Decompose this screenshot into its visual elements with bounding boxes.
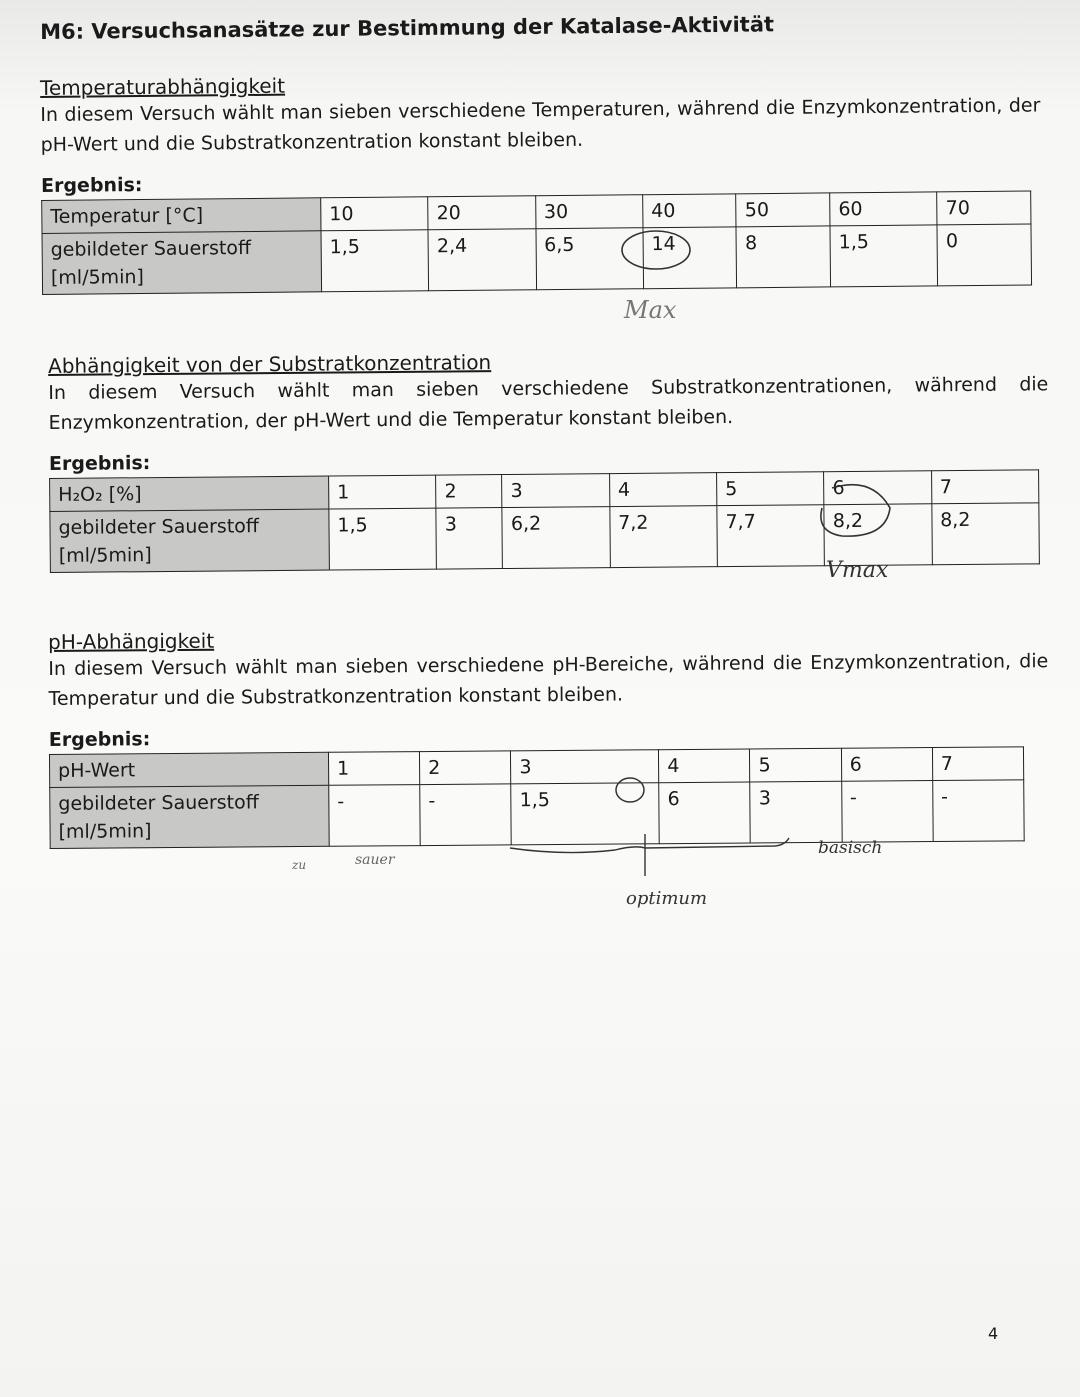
table-cell: 14	[643, 227, 737, 289]
table-cell: 1,5	[329, 508, 437, 570]
handwritten-circle-vmax	[812, 478, 896, 546]
section-temperature	[40, 66, 1042, 295]
handwritten-curve	[505, 830, 805, 880]
table-cell: 0	[937, 224, 1031, 286]
table-cell: 8,2	[824, 504, 932, 566]
result-label: Ergebnis:	[48, 728, 151, 751]
table-row	[42, 224, 1032, 294]
table-cell: 6	[824, 471, 932, 505]
table-cell: 70	[937, 191, 1031, 225]
row-label: gebildeter Sauerstoff [ml/5min]	[42, 231, 322, 295]
table-cell: 1,5	[321, 230, 429, 292]
table-cell: 2,4	[428, 229, 536, 291]
table-cell: 1	[329, 475, 437, 509]
table-cell: 4	[659, 749, 750, 783]
table-cell: 60	[830, 192, 938, 226]
table-cell: 6	[841, 748, 932, 782]
handwritten-note-optimum: optimum	[626, 888, 708, 909]
table-cell: -	[841, 781, 933, 843]
handwritten-note-basisch: basisch	[818, 838, 883, 858]
row-label: Temperatur [°C]	[42, 198, 321, 234]
table-cell: 1	[328, 752, 419, 786]
table-cell: 8,2	[932, 503, 1040, 565]
section-heading: Temperaturabhängigkeit	[40, 73, 286, 100]
table-cell: 3	[436, 508, 503, 570]
table-cell: 3	[511, 750, 659, 784]
table-cell: 2	[436, 475, 502, 509]
table-cell: 6,5	[536, 228, 644, 290]
table-cell: 7	[931, 470, 1039, 504]
handwritten-note-sauer: sauer	[355, 852, 395, 868]
page-title: M6: Versuchsanasätze zur Bestimmung der Katalase-Aktivität	[40, 12, 775, 44]
section-substrate	[48, 345, 1050, 573]
table-cell: 5	[717, 472, 825, 506]
handwritten-note-zu: zu	[292, 858, 307, 872]
table-cell: 10	[321, 197, 429, 231]
row-label: pH-Wert	[49, 752, 328, 787]
table-cell: 1,5	[511, 783, 659, 845]
section-text: In diesem Versuch wählt man sieben verschiedene pH-Bereiche, während die Enzymkonzentration, die Temperatur und die Substratkonzentration konstant bleiben.	[48, 650, 1049, 710]
table-cell: -	[329, 785, 421, 847]
table-cell: 6,2	[502, 507, 610, 569]
row-label: gebildeter Sauerstoff [ml/5min]	[50, 785, 329, 848]
table-cell: 4	[609, 473, 717, 507]
section-text: In diesem Versuch wählt man sieben verschiedene Temperaturen, während die Enzymkonzentration, der pH-Wert und die Substratkonzentration konstant bleiben.	[40, 94, 1041, 156]
table-cell: 7,2	[610, 506, 718, 568]
result-label: Ergebnis:	[48, 452, 151, 475]
section-heading: pH-Abhängigkeit	[48, 628, 215, 654]
table-cell: 20	[428, 196, 536, 230]
table-cell: 1,5	[830, 225, 938, 287]
table-cell: 30	[535, 195, 643, 229]
table-cell: 3	[502, 474, 610, 508]
table-cell: 6	[659, 782, 751, 844]
table-cell: 7	[932, 747, 1024, 781]
handwritten-circle-max	[618, 226, 698, 274]
handwritten-circle-optimum	[612, 776, 652, 806]
table-cell: 50	[736, 193, 830, 227]
table-cell: 7,7	[717, 505, 825, 567]
result-label: Ergebnis:	[40, 174, 143, 197]
section-heading: Abhängigkeit von der Substratkonzentration	[48, 350, 492, 378]
result-table	[41, 190, 1032, 294]
table-cell: -	[420, 784, 512, 846]
table-cell: -	[932, 780, 1024, 842]
table-cell: 3	[750, 781, 842, 843]
section-text: In diesem Versuch wählt man sieben verschiedene Substratkonzentrationen, während die Enzymkonzentration, der pH-Wert und die Temperatur konstant bleiben.	[48, 373, 1049, 434]
table-cell: 40	[643, 194, 737, 228]
row-label: H₂O₂ [%]	[50, 476, 329, 511]
handwritten-note-vmax: Vmax	[826, 558, 889, 583]
row-label: gebildeter Sauerstoff [ml/5min]	[50, 509, 330, 572]
page-number: 4	[988, 1324, 999, 1343]
table-cell: 2	[420, 751, 511, 785]
table-cell: 5	[750, 748, 841, 782]
section-ph	[48, 622, 1050, 849]
table-cell: 8	[736, 226, 830, 288]
handwritten-note-max: Max	[624, 296, 677, 324]
